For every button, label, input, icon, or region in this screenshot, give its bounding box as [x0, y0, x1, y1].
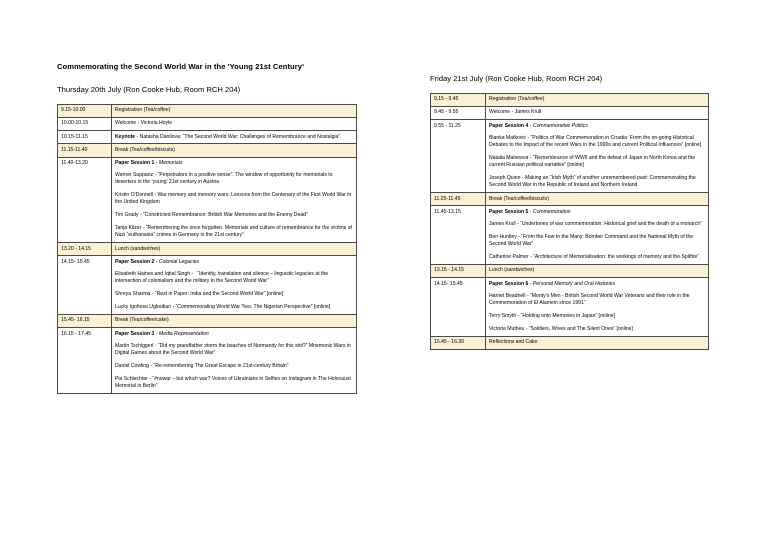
session-title: Break (Tea/coffee/biscuits) [115, 146, 175, 153]
paper-entry: Pia Schlechter - “#nowar – but which war? Voices of Ukrainians in Selfies on Instagram in The Holocaust Memorial in Berlin” [115, 375, 353, 389]
session-title [115, 259, 353, 266]
schedule-row [431, 193, 709, 206]
paper-entry: Tanja Kilzer - “Remembering the once forgotten. Memorials and culture of remembrance for the victims of Nazi “euthanasia” crimes in Germany in the 21st century” [115, 224, 354, 238]
schedule-row [58, 144, 357, 157]
session-title-separator: - [154, 330, 159, 337]
session-content [486, 120, 709, 193]
paper-entry: Natalia Matveeva - “Remembrance of WWII and the defeat of Japan in North Korea and the current Russian political narrative” [online] [489, 154, 697, 169]
schedule-table-friday [430, 93, 709, 350]
session-title-separator: - [528, 280, 533, 287]
session-time: 13.20 - 14.15 [58, 243, 112, 256]
session-title: Welcome - James Krull [489, 109, 542, 116]
session-content [112, 328, 357, 394]
session-content [112, 131, 357, 144]
paper-entry: Lucky Igohosa Ugbudian - “Commemorating World War Two: The Nigerian Perspective” [online] [115, 303, 331, 310]
schedule-row [58, 328, 357, 394]
schedule-row [58, 256, 357, 315]
session-title: Reflections and Cake [489, 339, 538, 346]
paper-entry: Martin Tschiggerl - “Did my grandfather storm the beaches of Normandy for this shit?” Mnemonic Wars in Digital Games about the Second World War” [115, 342, 353, 357]
session-title: Welcome - Victoria Hoyle [115, 120, 172, 127]
schedule-row [431, 278, 709, 337]
session-title-label: Paper Session 4 [489, 122, 529, 129]
day-heading-friday: Friday 21st July (Ron Cooke Hub, Room RCH 204) [430, 74, 603, 83]
session-title-label: Keynote [115, 133, 136, 140]
paper-entry: Kristin O’Donnell - War memory and memory wars: Lessons from the Centenary of the First World War in the United Kingdom [115, 192, 353, 206]
thursday-column [57, 62, 357, 394]
schedule-table-thursday [57, 104, 357, 394]
session-theme: Commemorative Politics [532, 122, 588, 129]
paper-entry: Harriet Beadnell - “Monty’s Men - British Second World War Veterans and their role in the Commemoration of El Alamein since 1991” [489, 292, 692, 307]
session-time: 9.15 - 9.45 [431, 93, 486, 106]
session-title-label: Paper Session 6 [489, 280, 529, 287]
session-content [486, 193, 709, 206]
paper-entry: Werner Suppanz - “Perpetrators in a positive sense”. The window of opportunity for memorials to deserters in the ‘young’ 21st century in Austria [115, 172, 334, 186]
session-title: Break (Tea/coffee/cake) [115, 317, 169, 324]
session-time: 10.00-10.15 [58, 117, 112, 130]
schedule-row [431, 93, 709, 106]
friday-column [430, 74, 709, 350]
session-time: 9.45 - 9.55 [431, 107, 486, 120]
session-time: 11.15-11.40 [58, 144, 112, 157]
session-time: 10.15-11.15 [58, 131, 112, 144]
session-title-label: Paper Session 1 [115, 159, 155, 166]
session-content [112, 256, 357, 315]
session-title [115, 331, 353, 338]
session-content [112, 144, 357, 157]
schedule-row [58, 104, 357, 117]
session-title-label: Paper Session 5 [489, 208, 529, 215]
session-content [112, 117, 357, 130]
session-content [486, 93, 709, 106]
session-title [489, 209, 705, 216]
paper-entry: Tim Grady - “Constricted Remembrance: British War Memories and the Enemy Dead” [115, 212, 308, 219]
paper-entry: Catherine Palmer - “Architecture of Memorialisation: the workings of memory and the Spitfire” [489, 253, 700, 260]
session-content [112, 315, 357, 328]
session-content [112, 104, 357, 117]
session-title: Lunch (sandwiches) [115, 245, 161, 252]
session-content [486, 265, 709, 278]
session-time: 11.25-11.45 [431, 193, 486, 206]
schedule-row [58, 131, 357, 144]
session-theme: Personal Memory and Oral Histories [532, 280, 615, 287]
session-title [115, 134, 353, 141]
session-content [112, 157, 357, 243]
session-theme: Media Representation [158, 330, 209, 337]
session-title-separator: - [154, 159, 159, 166]
session-time: 15.45- 16.15 [58, 315, 112, 328]
paper-entry: James Krull - “Undertones of war commemoration: Historical grief and the death of a monarch” [489, 221, 702, 228]
schedule-row [431, 336, 709, 349]
session-title: Registration (Tea/coffee) [115, 107, 171, 114]
session-title [489, 123, 705, 130]
session-theme: Memorials [158, 159, 183, 166]
session-time: 11.45-13.15 [431, 206, 486, 265]
paper-entry: Blanka Matkovic - “Politics of War Commemoration in Croatia: From the on-going Historical Debates to the Impact of the recent Wars in the 1990s and current Political Influences” [online] [489, 134, 702, 149]
paper-entry: Terry Smyth - “Holding onto Memories in Japan” [online] [489, 312, 615, 319]
session-time: 11.40-13.20 [58, 157, 112, 243]
paper-entry: Joseph Quinn - Making an “Irish Myth” of another unremembered past: Commemorating the Second World War in the Republic of Ireland and Northern Ireland [489, 174, 698, 188]
schedule-row [431, 107, 709, 120]
session-content [112, 243, 357, 256]
session-content [486, 206, 709, 265]
session-time: 14.15- 15.45 [431, 278, 486, 337]
session-content [486, 107, 709, 120]
paper-entry: Shreya Sharma - “Rest in Paper: India and the Second World War” [online] [115, 291, 284, 298]
schedule-row [58, 117, 357, 130]
schedule-row [58, 243, 357, 256]
session-theme: Commemoration [532, 208, 571, 215]
session-time: 15.45 - 16.30 [431, 336, 486, 349]
schedule-row [58, 315, 357, 328]
session-time: 14.15- 15.45 [58, 256, 112, 315]
paper-entry: Victoria Mutheu - “Soldiers, Wives and The Silent Ones” [online] [489, 325, 633, 332]
session-title [489, 281, 705, 288]
day-heading-thursday: Thursday 20th July (Ron Cooke Hub, Room RCH 204) [57, 84, 241, 94]
session-title-separator: - [528, 208, 533, 215]
schedule-row [58, 157, 357, 243]
session-content [486, 336, 709, 349]
schedule-row [431, 265, 709, 278]
session-time: 16.15 - 17.45 [58, 328, 112, 394]
session-time: 9.55 - 11.25 [431, 120, 486, 193]
session-title: Break (Tea/coffee/biscuits) [489, 195, 549, 202]
session-time: 9.15-10.00 [58, 104, 112, 117]
session-title-detail: - Natasha Danilova: “The Second World War: Challenges of Remembrance and Nostalgia” [135, 133, 341, 140]
schedule-row [431, 206, 709, 265]
session-title-separator: - [528, 122, 533, 129]
session-title [115, 160, 353, 167]
session-title-label: Paper Session 2 [115, 258, 155, 265]
session-title-separator: - [154, 258, 159, 265]
session-content [486, 278, 709, 337]
paper-entry: Ben Huntley - “From the Few to the Many: Bomber Command and the National Myth of the Second World War” [489, 233, 695, 248]
session-title: Registration (Tea/coffee) [489, 96, 545, 103]
paper-entry: Elisabeth Haines and Iqbal Singh - “Identity, translation and silence – linguistic legacies at the intersection of colonialism and the military in the Second World War” [115, 271, 330, 285]
session-title-label: Paper Session 3 [115, 330, 155, 337]
session-time: 13.15 - 14.15 [431, 265, 486, 278]
schedule-row [431, 120, 709, 193]
session-theme: Colonial Legacies [158, 258, 200, 265]
paper-entry: Daniel Cowling - “Re-remembering The Great Escape in 21st-century Britain” [115, 362, 289, 369]
page-title: Commemorating the Second World War in the 'Young 21st Century' [57, 62, 304, 71]
session-title: Lunch (sandwiches) [489, 267, 535, 274]
